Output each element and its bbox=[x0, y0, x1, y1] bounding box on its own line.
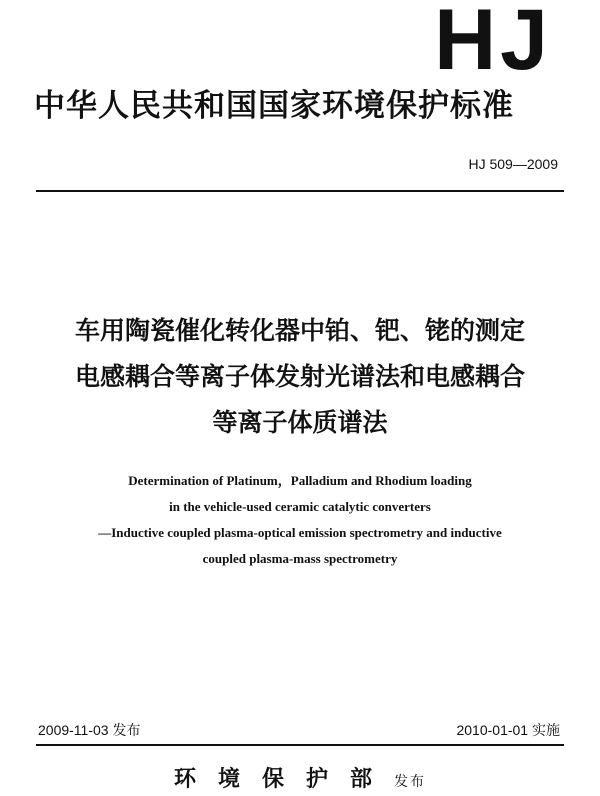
publisher bbox=[0, 766, 600, 795]
english-title-line-3: —Inductive coupled plasma-optical emission spectrometry and inductive bbox=[98, 525, 502, 540]
issue-date: 2009-11-03 发布 bbox=[38, 722, 141, 738]
english-title bbox=[20, 468, 580, 572]
standard-code: HJ 509—2009 bbox=[468, 156, 558, 172]
chinese-title bbox=[20, 308, 580, 446]
bottom-divider bbox=[36, 744, 564, 746]
implementation-date: 2010-01-01 实施 bbox=[456, 722, 560, 738]
publisher-name: 环境保护部 bbox=[173, 766, 394, 792]
english-title-line-1: Determination of Platinum，Palladium and Rhodium loading bbox=[128, 473, 472, 488]
english-title-line-2: in the vehicle-used ceramic catalytic converters bbox=[169, 499, 431, 514]
publisher-suffix: 发布 bbox=[394, 774, 426, 790]
chinese-title-line-1: 车用陶瓷催化转化器中铂、钯、铑的测定 bbox=[74, 316, 525, 345]
chinese-title-line-3: 等离子体质谱法 bbox=[212, 408, 388, 437]
agency-heading: 中华人民共和国国家环境保护标准 bbox=[34, 88, 514, 124]
chinese-title-line-2: 电感耦合等离子体发射光谱法和电感耦合 bbox=[74, 362, 525, 391]
top-divider bbox=[36, 190, 564, 192]
english-title-line-4: coupled plasma-mass spectrometry bbox=[202, 551, 398, 566]
hj-logo: HJ bbox=[434, 0, 552, 88]
